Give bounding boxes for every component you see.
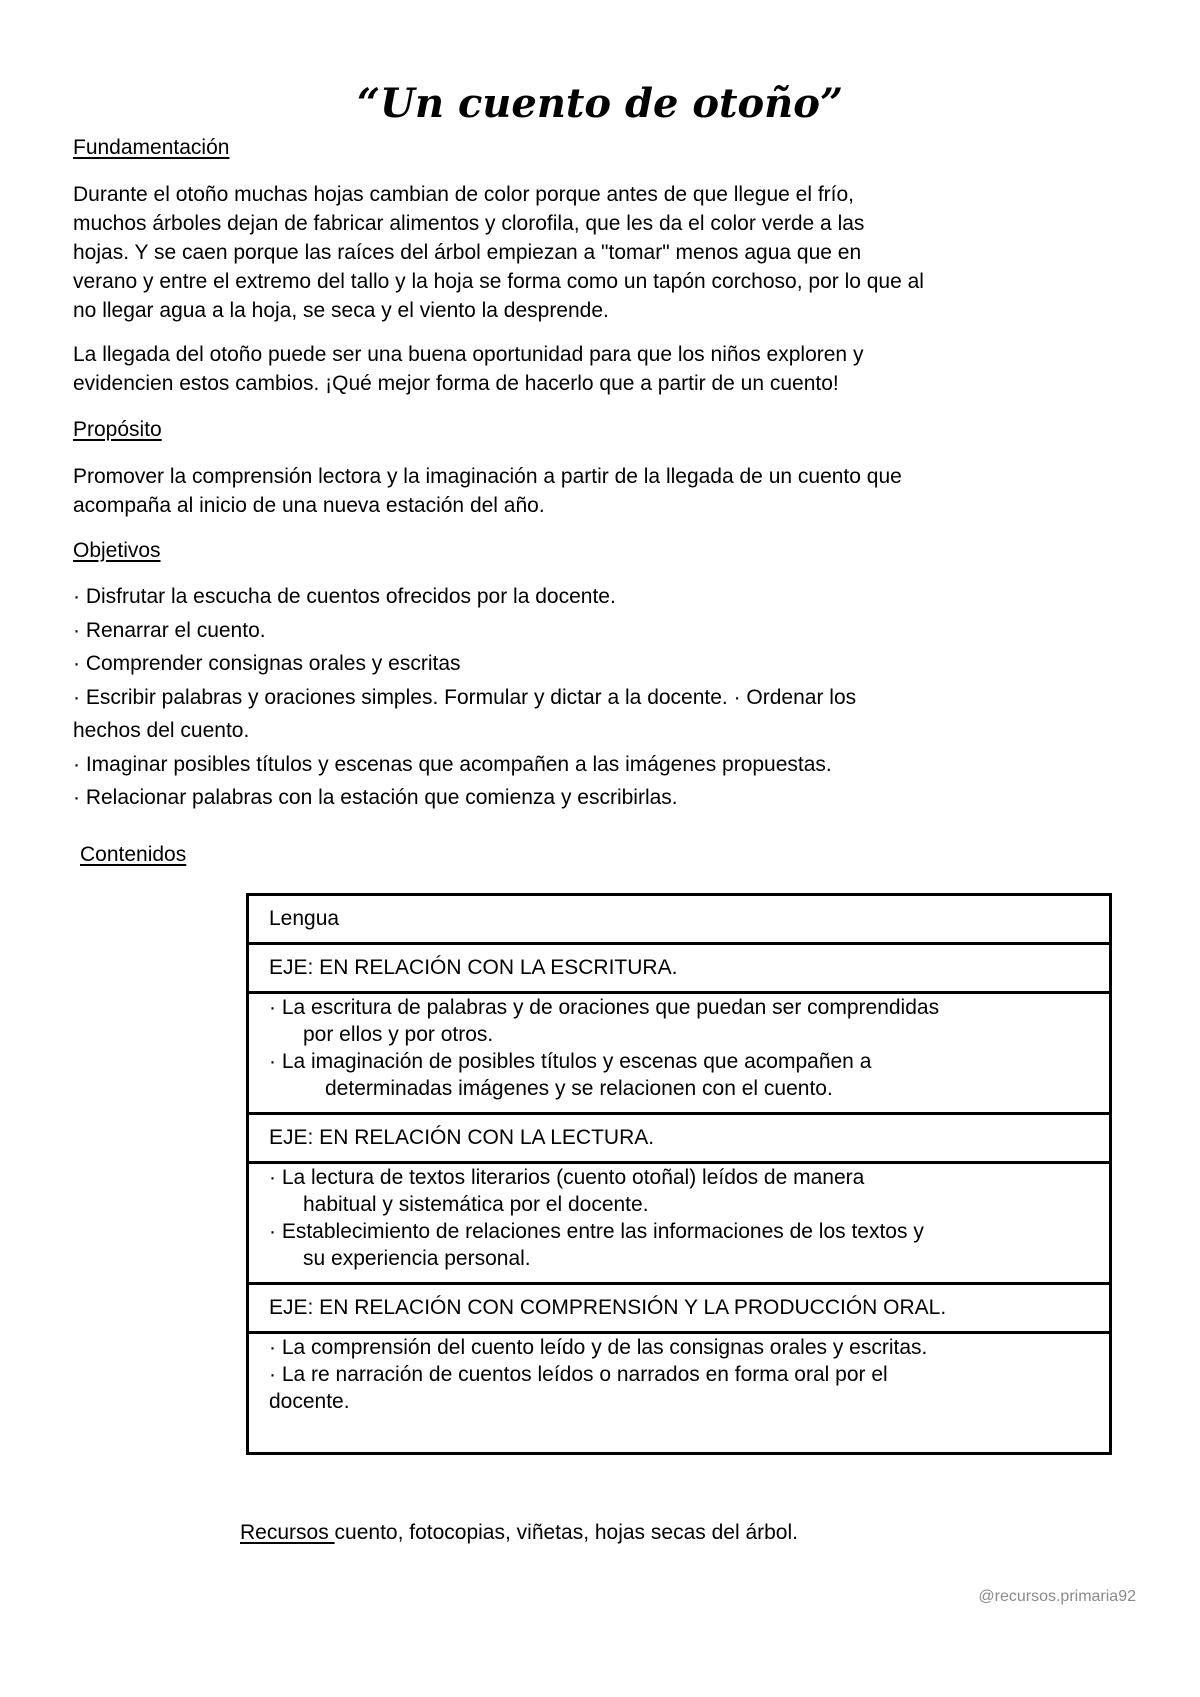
contenidos-heading: Contenidos	[80, 843, 187, 866]
text-line: su experiencia personal.	[303, 1247, 531, 1270]
author-handle: @recursos.primaria92	[978, 1588, 1136, 1605]
text-line: acompaña al inicio de una nueva estación del año.	[73, 494, 545, 517]
objetivos-list	[73, 580, 1073, 815]
text-line: · Establecimiento de relaciones entre las informaciones de los textos y	[269, 1220, 924, 1243]
contenidos-table	[246, 893, 1112, 1455]
recursos-text: cuento, fotocopias, viñetas, hojas secas del árbol.	[334, 1521, 798, 1544]
eje-escritura-body	[248, 993, 1111, 1114]
list-item	[269, 1048, 1089, 1102]
area-cell: Lengua	[248, 895, 1111, 944]
text-line: no llegar agua a la hoja, se seca y el viento la desprende.	[73, 299, 609, 322]
objetivos-heading: Objetivos	[73, 539, 161, 562]
list-item	[269, 1334, 1089, 1361]
text-line: · La lectura de textos literarios (cuento otoñal) leídos de manera	[269, 1166, 865, 1189]
text-line: muchos árboles dejan de fabricar alimentos y clorofila, que les da el color verde a las	[73, 212, 865, 235]
text-line: Promover la comprensión lectora y la imaginación a partir de la llegada de un cuento que	[73, 465, 902, 488]
text-line: Durante el otoño muchas hojas cambian de color porque antes de que llegue el frío,	[73, 183, 854, 206]
objetivos-section	[73, 536, 1073, 565]
list-item	[269, 1218, 1089, 1272]
eje-oral-title: EJE: EN RELACIÓN CON COMPRENSIÓN Y LA PRODUCCIÓN ORAL.	[248, 1284, 1111, 1333]
list-item	[269, 994, 1089, 1048]
list-item: · Renarrar el cuento.	[73, 618, 266, 642]
proposito-paragraph	[73, 462, 1073, 520]
list-item: · Disfrutar la escucha de cuentos ofrecidos por la docente.	[73, 585, 616, 608]
list-item: · Escribir palabras y oraciones simples. Formular y dictar a la docente. · Ordenar los	[73, 685, 857, 709]
text-line: determinadas imágenes y se relacionen con el cuento.	[325, 1077, 833, 1100]
list-item	[269, 1164, 1089, 1218]
recursos-line	[240, 1521, 798, 1545]
text-line: · La comprensión del cuento leído y de las consignas orales y escritas.	[269, 1336, 928, 1359]
document-title: “Un cuento de otoño”	[357, 80, 843, 127]
list-item: · Comprender consignas orales y escritas	[73, 652, 461, 675]
text-line: habitual y sistemática por el docente.	[303, 1193, 649, 1216]
fundamentacion-section	[73, 133, 1073, 162]
fundamentacion-paragraph-2	[73, 340, 1073, 398]
list-item: hechos del cuento.	[73, 719, 250, 742]
text-line: verano y entre el extremo del tallo y la hoja se forma como un tapón corchoso, por lo que al	[73, 270, 924, 293]
text-line: · La re narración de cuentos leídos o narrados en forma oral por el	[269, 1363, 888, 1386]
eje-lectura-body	[248, 1163, 1111, 1284]
list-item: · Relacionar palabras con la estación que comienza y escribirlas.	[73, 786, 678, 809]
fundamentacion-paragraph-1	[73, 180, 1073, 325]
text-line: evidencien estos cambios. ¡Qué mejor forma de hacerlo que a partir de un cuento!	[73, 372, 839, 395]
contenidos-section	[80, 840, 1080, 869]
fundamentacion-heading: Fundamentación	[73, 136, 230, 159]
proposito-section	[73, 415, 1073, 444]
eje-oral-body	[248, 1333, 1111, 1454]
eje-lectura-title: EJE: EN RELACIÓN CON LA LECTURA.	[248, 1114, 1111, 1163]
text-line: por ellos y por otros.	[303, 1023, 494, 1046]
text-line: · La escritura de palabras y de oraciones que puedan ser comprendidas	[269, 996, 940, 1019]
text-line: docente.	[269, 1390, 350, 1413]
list-item	[269, 1361, 1089, 1415]
text-line: · La imaginación de posibles títulos y escenas que acompañen a	[269, 1050, 872, 1073]
text-line: La llegada del otoño puede ser una buena oportunidad para que los niños exploren y	[73, 343, 864, 366]
proposito-heading: Propósito	[73, 418, 162, 441]
recursos-label: Recursos	[240, 1521, 335, 1544]
text-line: hojas. Y se caen porque las raíces del árbol empiezan a "tomar" menos agua que en	[73, 241, 862, 264]
eje-escritura-title: EJE: EN RELACIÓN CON LA ESCRITURA.	[248, 944, 1111, 993]
list-item: · Imaginar posibles títulos y escenas que acompañen a las imágenes propuestas.	[73, 752, 832, 776]
